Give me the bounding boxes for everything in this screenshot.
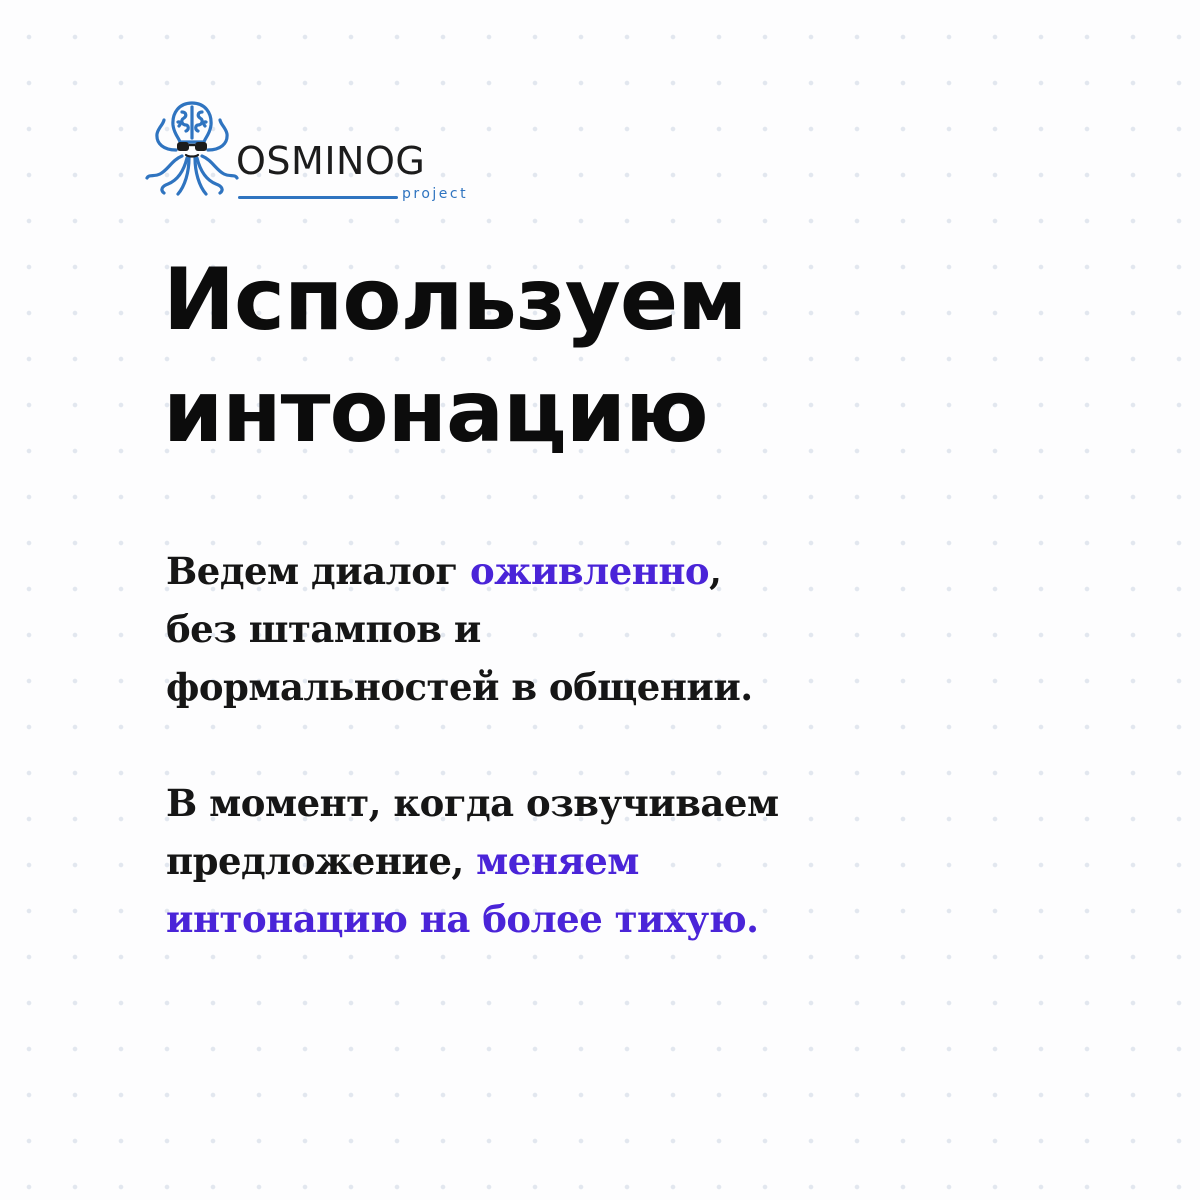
brand-logo	[142, 98, 472, 210]
paragraph-1	[166, 542, 926, 716]
highlight-text: меняем	[476, 839, 639, 883]
paragraph-1-line-3: формальностей в общении.	[166, 665, 753, 709]
paragraph-2-line-1: В момент, когда озвучиваем	[166, 781, 779, 825]
title-line-1: Используем	[163, 250, 747, 350]
brand-subtitle: project	[402, 186, 469, 202]
octopus-brain-icon	[142, 98, 242, 202]
paragraph-2-line-3: интонацию на более тихую.	[166, 897, 759, 941]
brand-name: OSMINOG	[236, 139, 426, 183]
body-text	[166, 542, 926, 948]
paragraph-1-line-2: без штампов и	[166, 607, 481, 651]
title-line-2: интонацию	[163, 362, 708, 462]
brand-underline	[238, 196, 398, 199]
highlight-text: оживленно	[469, 549, 710, 593]
page-title	[163, 244, 1063, 468]
paragraph-2	[166, 774, 926, 948]
paragraph-1-line-1: Ведем диалог оживленно,	[166, 549, 722, 593]
paragraph-2-line-2: предложение, меняем	[166, 839, 639, 883]
